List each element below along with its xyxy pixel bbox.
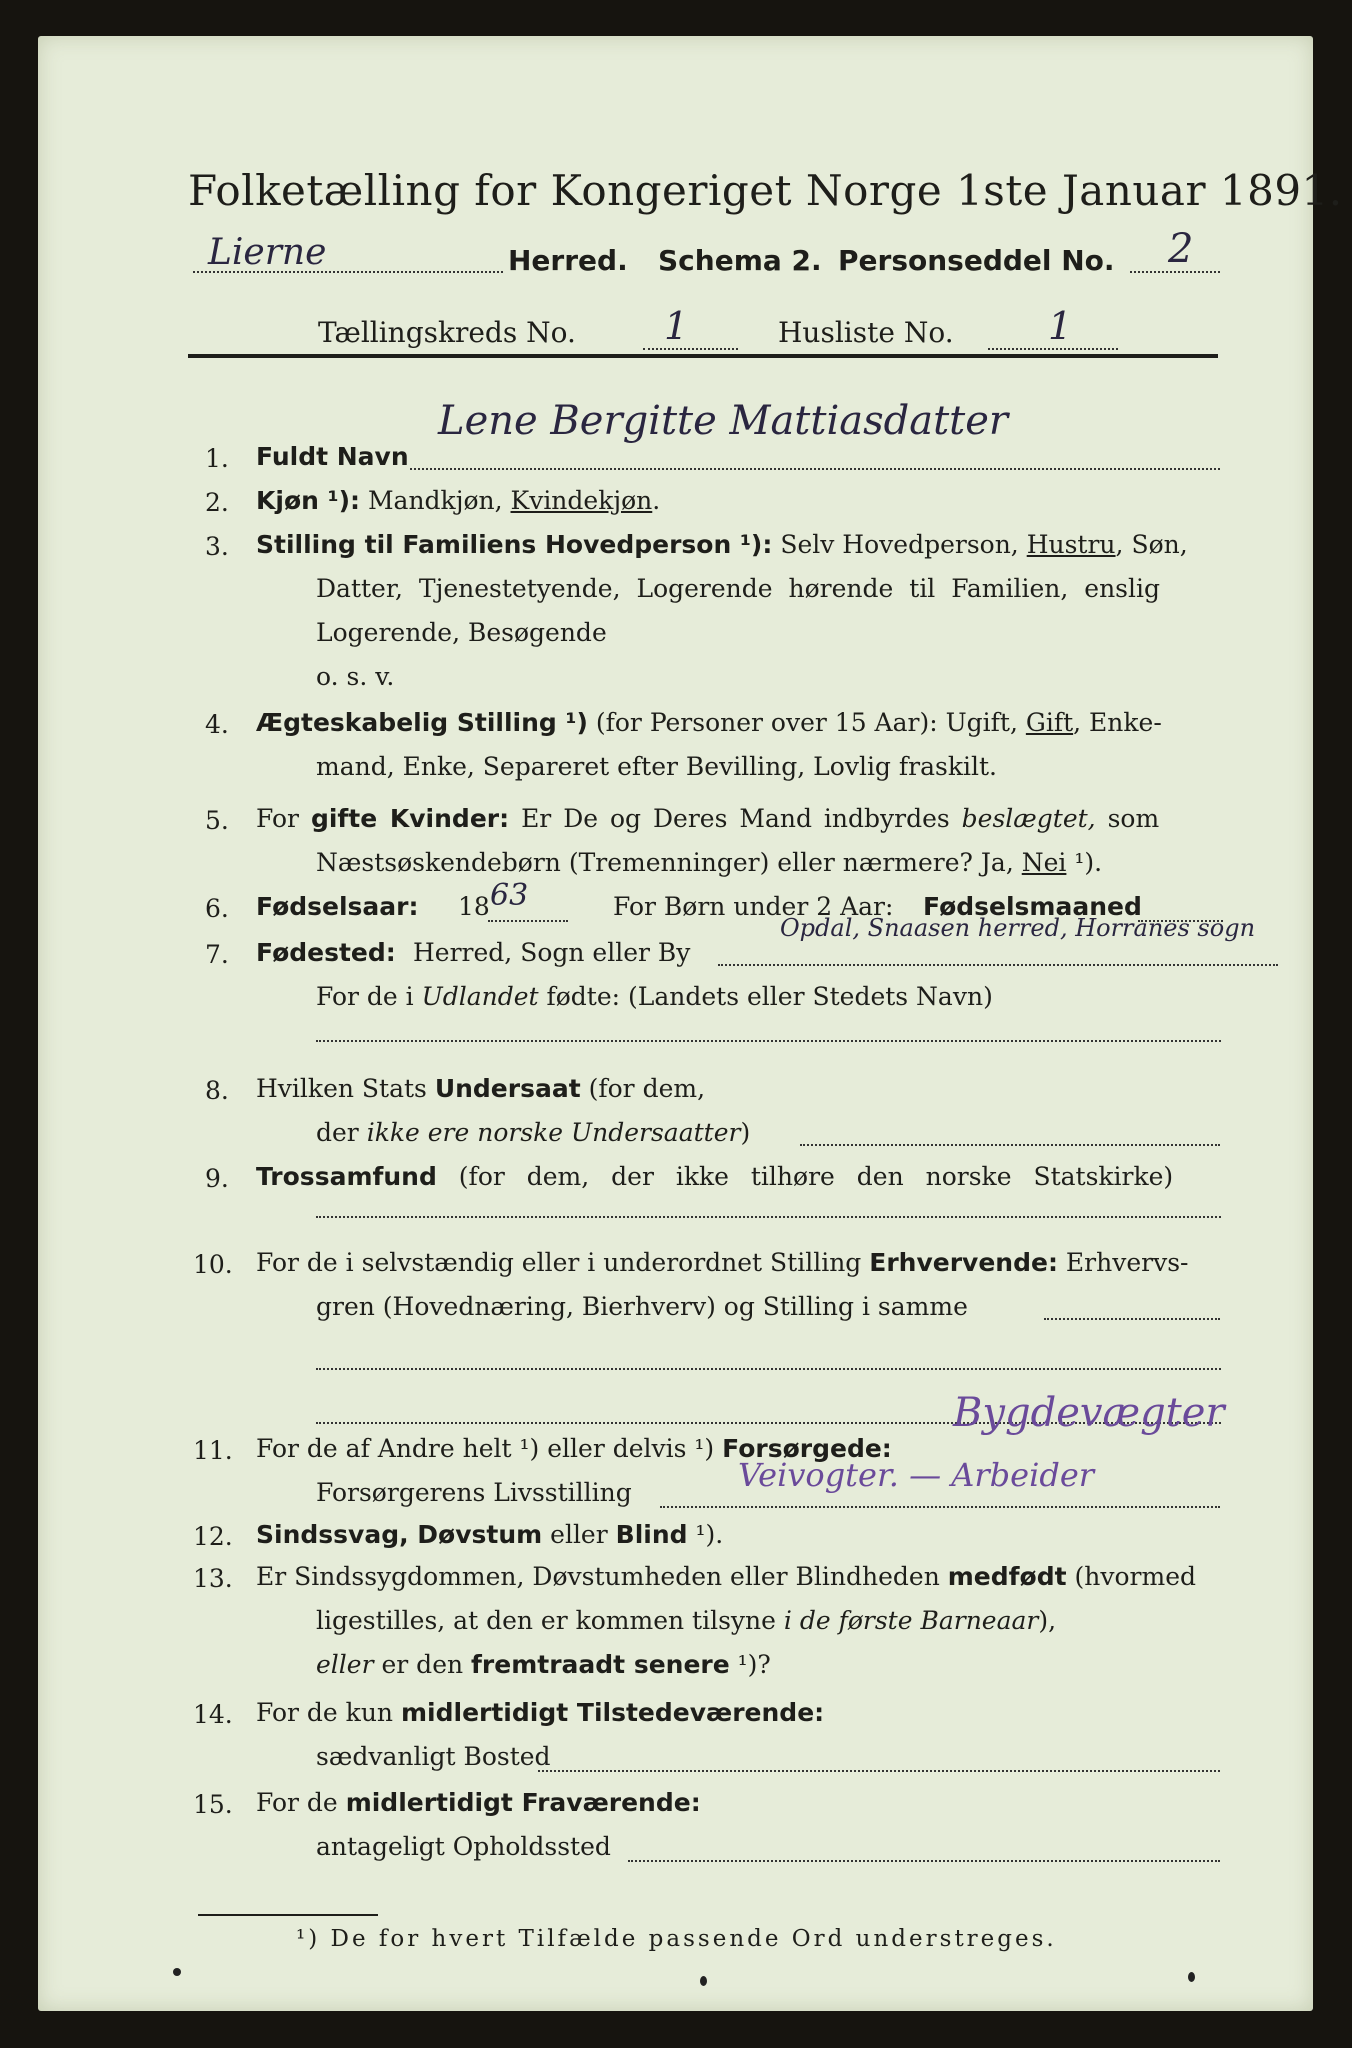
item-tail: (hvormed bbox=[1066, 1562, 1196, 1591]
occupation-dots-2 bbox=[316, 1368, 1221, 1370]
form-title: Folketælling for Kongeriget Norge 1ste Januar 1891. bbox=[188, 166, 1343, 215]
item-italic: beslægtet, bbox=[961, 804, 1096, 833]
item-tail: ¹). bbox=[687, 1520, 724, 1549]
item-tail: ¹). bbox=[1066, 848, 1103, 877]
item-line: ¹)? bbox=[729, 1650, 771, 1679]
item-number: 15. bbox=[193, 1790, 233, 1819]
item-number: 1. bbox=[205, 444, 229, 473]
supported-answer: Bygdevægter bbox=[953, 1390, 1225, 1436]
item-row bbox=[256, 708, 1162, 738]
husliste-dots bbox=[988, 348, 1118, 350]
item-number: 3. bbox=[205, 532, 229, 561]
foreign-birthplace-dots bbox=[316, 1040, 1221, 1042]
item-label: Stilling til Familiens Hovedperson ¹): bbox=[256, 530, 773, 559]
item-label: Sindssvag, Døvstum bbox=[256, 1520, 543, 1549]
birth-year-dots bbox=[488, 920, 568, 922]
item-italic: i de første Barneaar bbox=[783, 1606, 1039, 1635]
item-line: ) bbox=[740, 1118, 751, 1147]
item-row bbox=[256, 1788, 701, 1818]
item-text: For de i selvstændig eller i underordnet Stilling bbox=[256, 1248, 870, 1277]
item-row bbox=[256, 1562, 1196, 1592]
occupation-dots bbox=[1044, 1318, 1220, 1320]
item-row bbox=[316, 982, 993, 1012]
item-label: fremtraadt senere bbox=[471, 1650, 730, 1679]
herred-label: Herred. bbox=[508, 244, 628, 277]
item-line: sædvanligt Bosted bbox=[316, 1742, 551, 1771]
item-tail: . bbox=[652, 486, 661, 515]
item-number: 4. bbox=[205, 710, 229, 739]
item-number: 8. bbox=[205, 1076, 229, 1105]
item-row bbox=[256, 804, 1159, 834]
item-label: Erhvervende: bbox=[869, 1248, 1058, 1277]
full-name-answer: Lene Bergitte Mattiasdatter bbox=[438, 398, 1009, 444]
footnote: ¹) De for hvert Tilfælde passende Ord understreges. bbox=[296, 1926, 1057, 1952]
item-tail: , Søn, bbox=[1115, 530, 1188, 559]
item-label: Fødselsmaaned bbox=[923, 892, 1142, 921]
item-text: Selv Hovedperson, bbox=[780, 530, 1027, 559]
item-line: antageligt Opholdssted bbox=[316, 1832, 611, 1861]
item-row bbox=[256, 1074, 705, 1104]
herred-dots bbox=[193, 271, 503, 273]
item-text: Mandkjøn, bbox=[367, 486, 511, 515]
item-text: For Børn under 2 Aar: bbox=[613, 892, 894, 921]
ink-speck bbox=[1188, 1972, 1195, 1982]
item-line: fødte: (Landets eller Stedets Navn) bbox=[538, 982, 993, 1011]
item-label: Fødested: bbox=[256, 938, 396, 967]
item-label: Blind bbox=[615, 1520, 688, 1549]
full-name-dots bbox=[410, 468, 1220, 470]
underlined-choice: Nei bbox=[1021, 848, 1067, 877]
item-number: 12. bbox=[193, 1522, 233, 1551]
whereabouts-dots bbox=[628, 1860, 1220, 1862]
item-label: gifte Kvinder: bbox=[310, 804, 510, 833]
item-number: 6. bbox=[205, 894, 229, 923]
item-line: Logerende, Besøgende bbox=[316, 618, 607, 647]
item-row bbox=[256, 486, 660, 516]
item-row bbox=[256, 1162, 1173, 1192]
item-tail: som bbox=[1095, 804, 1160, 833]
item-label: midlertidigt Tilstedeværende: bbox=[400, 1698, 825, 1727]
item-number: 10. bbox=[193, 1250, 233, 1279]
citizenship-dots bbox=[800, 1144, 1220, 1146]
item-line: der bbox=[316, 1118, 367, 1147]
kreds-label: Tællingskreds No. bbox=[318, 316, 576, 349]
item-row bbox=[256, 1520, 723, 1550]
provider-occupation-answer: Veivogter. — Arbeider bbox=[738, 1456, 1095, 1494]
item-text: For de af Andre helt ¹) eller delvis ¹) bbox=[256, 1434, 723, 1463]
item-line: Datter, Tjenestetyende, Logerende hørende til Familien, enslig bbox=[316, 574, 1161, 603]
ink-speck bbox=[173, 1968, 181, 1976]
item-text: For de kun bbox=[256, 1698, 401, 1727]
item-text: Hvilken Stats bbox=[256, 1074, 435, 1103]
birthplace-answer: Opdal, Snaasen herred, Horranes sogn bbox=[780, 914, 1256, 942]
underlined-choice: Hustru bbox=[1026, 530, 1116, 559]
item-label: Trossamfund bbox=[256, 1162, 437, 1191]
item-line: gren (Hovednæring, Bierhverv) og Stilling i samme bbox=[316, 1292, 968, 1321]
item-label: Fuldt Navn bbox=[256, 442, 409, 471]
item-line: o. s. v. bbox=[316, 662, 395, 691]
footnote-rule bbox=[198, 1914, 378, 1916]
item-row bbox=[256, 530, 1188, 560]
birthplace-dots bbox=[718, 964, 1278, 966]
item-number: 13. bbox=[193, 1564, 233, 1593]
husliste-label: Husliste No. bbox=[778, 316, 954, 349]
item-number: 14. bbox=[193, 1700, 233, 1729]
underlined-choice: Gift bbox=[1025, 708, 1074, 737]
herred-value: Lierne bbox=[208, 232, 327, 273]
item-text: Herred, Sogn eller By bbox=[413, 938, 691, 967]
item-text: 18 bbox=[458, 892, 490, 921]
item-row bbox=[316, 1118, 750, 1148]
item-tail: , Enke- bbox=[1073, 708, 1162, 737]
item-row bbox=[316, 848, 1102, 878]
item-text: Er De og Deres Mand indbyrdes bbox=[521, 804, 962, 833]
item-label: medfødt bbox=[947, 1562, 1067, 1591]
item-text: For de bbox=[256, 1788, 346, 1817]
item-italic: Udlandet bbox=[421, 982, 539, 1011]
item-line: Næstsøskendebørn (Tremenninger) eller nærmere? Ja, bbox=[316, 848, 1022, 877]
item-number: 9. bbox=[205, 1164, 229, 1193]
item-label: Fødselsaar: bbox=[256, 892, 419, 921]
personseddel-dots bbox=[1130, 271, 1220, 273]
item-tail: Erhvervs- bbox=[1057, 1248, 1189, 1277]
item-italic: ikke ere norske Undersaatter bbox=[366, 1118, 741, 1147]
personseddel-value: 2 bbox=[1168, 226, 1194, 272]
item-text: Er Sindssygdommen, Døvstumheden eller Blindheden bbox=[256, 1562, 948, 1591]
residence-dots bbox=[538, 1770, 1220, 1772]
item-label: Undersaat bbox=[434, 1074, 581, 1103]
item-tail: (for dem, bbox=[580, 1074, 706, 1103]
item-line: Forsørgerens Livsstilling bbox=[316, 1478, 632, 1507]
husliste-value: 1 bbox=[1048, 304, 1073, 348]
religion-dots bbox=[316, 1216, 1221, 1218]
item-line: er den bbox=[373, 1650, 472, 1679]
item-line: ligestilles, at den er kommen tilsyne bbox=[316, 1606, 784, 1635]
item-line: ), bbox=[1038, 1606, 1057, 1635]
census-form-page bbox=[38, 36, 1343, 2011]
item-label: Kjøn ¹): bbox=[256, 486, 360, 515]
item-line: mand, Enke, Separeret efter Bevilling, Lovlig fraskilt. bbox=[316, 752, 997, 781]
item-text: For bbox=[256, 804, 311, 833]
schema-label: Schema 2. bbox=[658, 244, 822, 277]
item-number: 7. bbox=[205, 940, 229, 969]
item-label: midlertidigt Fraværende: bbox=[345, 1788, 701, 1817]
item-text: (for dem, der ikke tilhøre den norske Statskirke) bbox=[436, 1162, 1174, 1191]
item-label: Ægteskabelig Stilling ¹) bbox=[256, 708, 588, 737]
item-text: eller bbox=[542, 1520, 616, 1549]
item-row bbox=[256, 1698, 824, 1728]
provider-dots bbox=[660, 1506, 1220, 1508]
item-italic: eller bbox=[316, 1650, 374, 1679]
personseddel-label: Personseddel No. bbox=[838, 244, 1115, 277]
kreds-value: 1 bbox=[664, 304, 689, 348]
item-number: 5. bbox=[205, 806, 229, 835]
item-row bbox=[316, 1650, 771, 1680]
item-label: Forsørgede: bbox=[722, 1434, 892, 1463]
kreds-dots bbox=[643, 348, 738, 350]
ink-speck bbox=[700, 1976, 707, 1986]
underlined-choice: Kvindekjøn bbox=[510, 486, 653, 515]
birth-year-answer: 63 bbox=[490, 878, 529, 913]
header-rule bbox=[188, 354, 1218, 358]
item-line: For de i bbox=[316, 982, 422, 1011]
item-number: 11. bbox=[193, 1436, 233, 1465]
item-text: (for Personer over 15 Aar): Ugift, bbox=[595, 708, 1026, 737]
item-number: 2. bbox=[205, 488, 229, 517]
item-row bbox=[316, 1606, 1056, 1636]
item-row bbox=[256, 1248, 1188, 1278]
